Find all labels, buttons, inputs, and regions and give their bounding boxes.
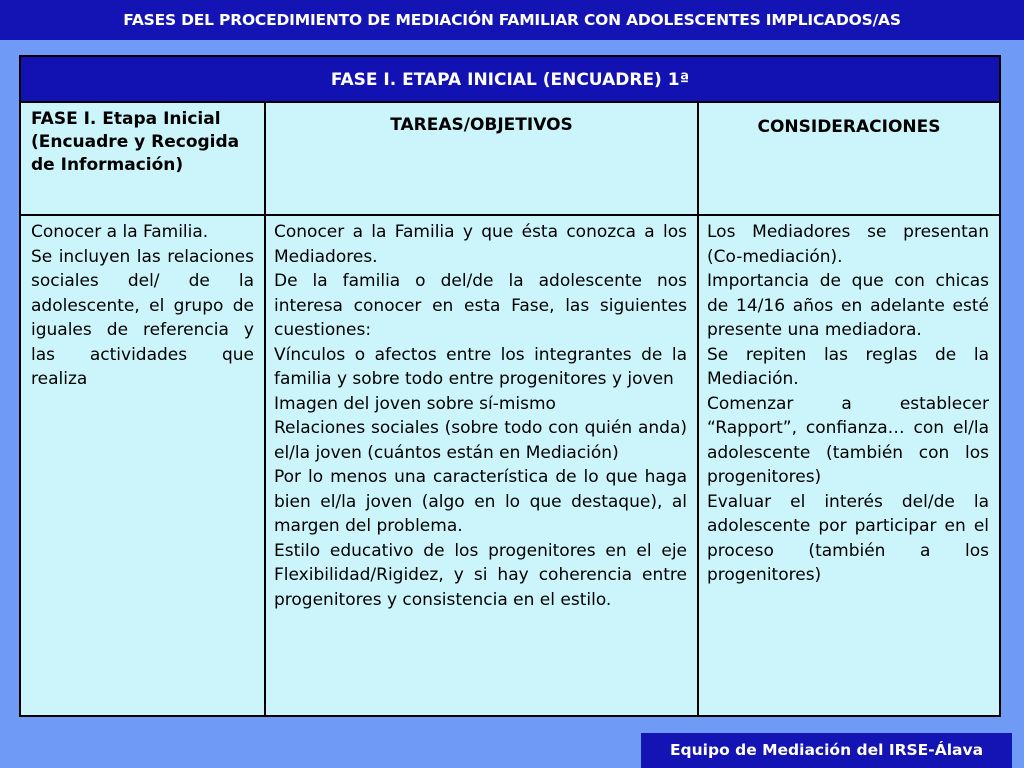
cell-paragraph: Comenzar a establecer “Rapport”, confianza… con el/la adolescente (también con los progenitores) — [707, 393, 989, 487]
header-tasks: TAREAS/OBJETIVOS — [390, 115, 573, 135]
cell-paragraph: Evaluar el interés del/de la adolescente por participar en el proceso (también a los progenitores) — [707, 491, 989, 585]
header-phase-title: FASE I. Etapa Inicial — [31, 109, 221, 129]
considerations-cell — [699, 216, 999, 715]
cell-paragraph: Importancia de que con chicas de 14/16 años en adelante esté presente una mediadora. — [707, 271, 989, 340]
cell-paragraph: Estilo educativo de los progenitores en el eje Flexibilidad/Rigidez, y si hay coherencia entre progenitores y consistencia en el estilo. — [274, 540, 687, 610]
footer-credit: Equipo de Mediación del IRSE-Álava — [641, 733, 1012, 768]
header-phase-cell — [21, 103, 264, 214]
cell-paragraph: Conocer a la Familia y que ésta conozca a los Mediadores. — [274, 222, 687, 267]
phase-header: FASE I. ETAPA INICIAL (ENCUADRE) 1ª — [21, 57, 999, 103]
cell-paragraph: Por lo menos una característica de lo que haga bien el/la joven (algo en lo que destaque), al margen del problema. — [274, 467, 687, 536]
cell-paragraph: Vínculos o afectos entre los integrantes de la familia y sobre todo entre progenitores y joven — [274, 344, 687, 389]
cell-paragraph: Relaciones sociales (sobre todo con quién anda) el/la joven (cuántos están en Mediación) — [274, 418, 687, 463]
cell-paragraph: Imagen del joven sobre sí-mismo — [274, 393, 556, 414]
header-phase-subtitle: (Encuadre y Recogida de Información) — [31, 132, 240, 175]
page-title: FASES DEL PROCEDIMIENTO DE MEDIACIÓN FAMILIAR CON ADOLESCENTES IMPLICADOS/AS — [0, 0, 1024, 40]
cell-paragraph: Se incluyen las relaciones sociales del/ de la adolescente, el grupo de iguales de referencia y las actividades que realiza — [31, 246, 254, 389]
phase-description-cell — [21, 216, 264, 715]
cell-paragraph: Los Mediadores se presentan (Co-mediación). — [707, 222, 989, 267]
cell-paragraph: De la familia o del/de la adolescente nos interesa conocer en esta Fase, las siguientes cuestiones: — [274, 271, 687, 340]
header-considerations: CONSIDERACIONES — [757, 117, 941, 137]
phase-table — [19, 55, 1001, 717]
cell-paragraph: Conocer a la Familia. — [31, 222, 209, 242]
tasks-cell — [266, 216, 697, 715]
cell-paragraph: Se repiten las reglas de la Mediación. — [707, 344, 989, 389]
